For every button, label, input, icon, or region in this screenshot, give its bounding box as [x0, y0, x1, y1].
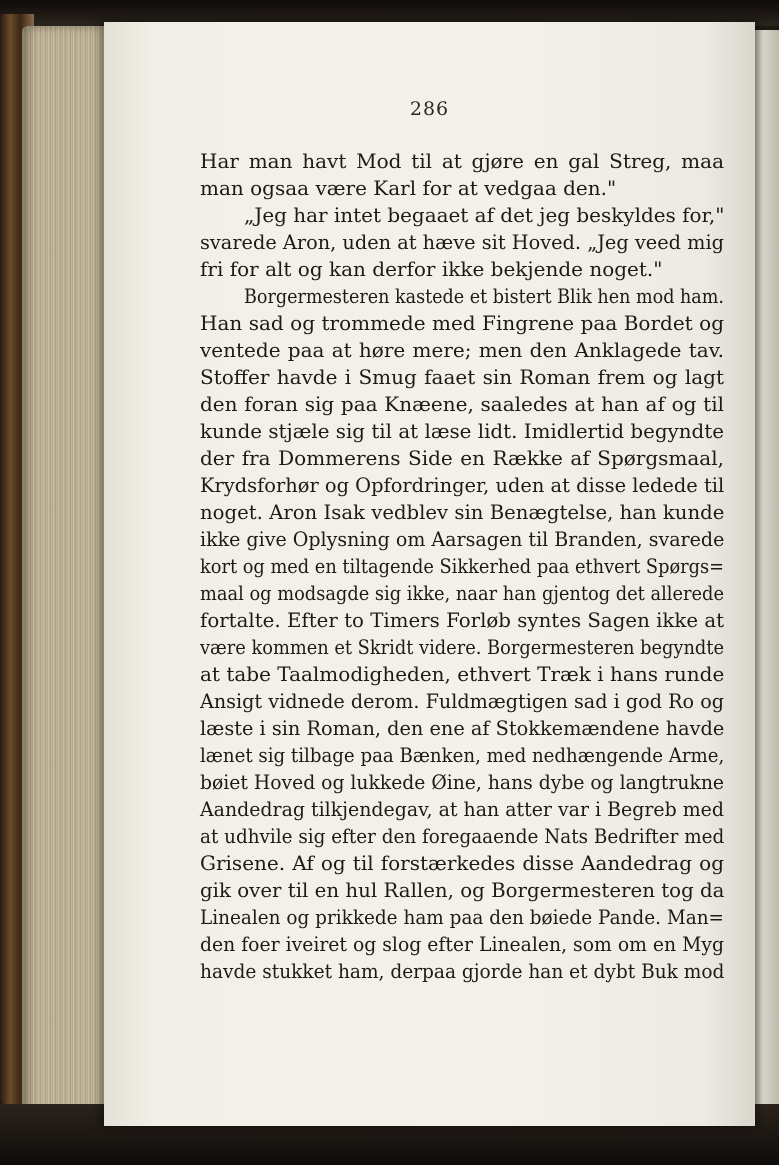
text-line: havde stukket ham, derpaa gjorde han et dybt Buk mod: [200, 959, 725, 983]
text-line: Stoffer havde i Smug faaet sin Roman frem og lagt: [200, 365, 724, 389]
text-line: ventede paa at høre mere; men den Anklagede tav.: [200, 338, 724, 362]
text-line: Aandedrag tilkjendegav, at han atter var i Begreb med: [200, 797, 724, 821]
book-page: [104, 22, 755, 1126]
text-line: maal og modsagde sig ikke, naar han gjentog det allerede: [200, 581, 724, 605]
text-line: ikke give Oplysning om Aarsagen til Branden, svarede: [200, 527, 725, 551]
text-line: Grisene. Af og til forstærkedes disse Aandedrag og: [200, 851, 724, 875]
text-line: Borgermesteren kastede et bistert Blik hen mod ham.: [244, 284, 724, 308]
text-line: kunde stjæle sig til at læse lidt. Imidlertid begyndte: [200, 419, 724, 443]
text-line: være kommen et Skridt videre. Borgermesteren begyndte: [200, 635, 725, 659]
text-line: Linealen og prikkede ham paa den bøiede Pande. Man=: [200, 905, 724, 929]
text-line: der fra Dommerens Side en Række af Spørgsmaal,: [200, 446, 724, 470]
text-line: bøiet Hoved og lukkede Øine, hans dybe og langtrukne: [200, 770, 725, 794]
text-line: læste i sin Roman, den ene af Stokkemændene havde: [200, 716, 725, 740]
text-line: noget. Aron Isak vedblev sin Benægtelse, han kunde: [200, 500, 725, 524]
text-line: gik over til en hul Rallen, og Borgermesteren tog da: [200, 878, 725, 902]
text-line: Har man havt Mod til at gjøre en gal Streg, maa: [200, 149, 724, 173]
text-line: at udhvile sig efter den foregaaende Nats Bedrifter med: [200, 824, 725, 848]
text-line: fortalte. Efter to Timers Forløb syntes Sagen ikke at: [200, 608, 725, 632]
text-line: fri for alt og kan derfor ikke bekjende noget.": [200, 257, 663, 281]
text-line: kort og med en tiltagende Sikkerhed paa ethvert Spørgs=: [200, 554, 725, 578]
page-block-edge: [22, 26, 108, 1116]
text-line: Ansigt vidnede derom. Fuldmægtigen sad i god Ro og: [200, 689, 725, 713]
text-line: man ogsaa være Karl for at vedgaa den.": [200, 176, 617, 200]
text-line: den foran sig paa Knæene, saaledes at han af og til: [200, 392, 724, 416]
text-line: den foer iveiret og slog efter Linealen, som om en Myg: [200, 932, 725, 956]
text-line: Krydsforhør og Opfordringer, uden at disse ledede til: [200, 473, 725, 497]
facing-page-edge: [752, 30, 779, 1110]
text-line: at tabe Taalmodigheden, ethvert Træk i hans runde: [200, 662, 725, 686]
text-line: svarede Aron, uden at hæve sit Hoved. „Jeg veed mig: [200, 230, 724, 254]
page-number: 286: [409, 98, 450, 120]
text-line: lænet sig tilbage paa Bænken, med nedhængende Arme,: [200, 743, 725, 767]
text-line: Han sad og trommede med Fingrene paa Bordet og: [200, 311, 724, 335]
text-line: „Jeg har intet begaaet af det jeg beskyldes for,": [244, 203, 725, 227]
